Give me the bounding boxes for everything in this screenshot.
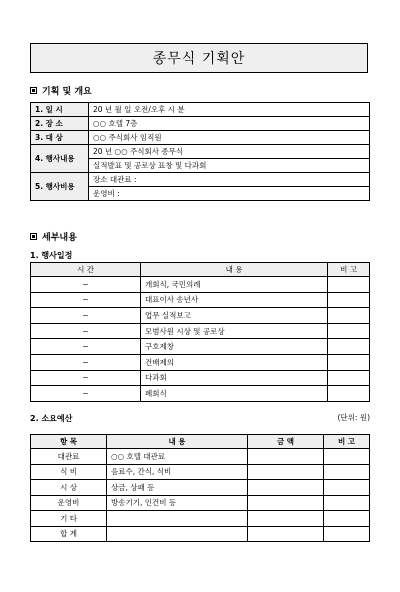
header-item: 항 목 bbox=[31, 435, 107, 449]
square-bullet-icon bbox=[30, 87, 37, 94]
schedule-content-cell: 폐회식 bbox=[141, 386, 328, 402]
table-row bbox=[31, 145, 370, 159]
budget-item-cell: 대관료 bbox=[31, 449, 107, 465]
budget-item-cell: 시 상 bbox=[31, 480, 107, 496]
header-amount: 금 액 bbox=[248, 435, 324, 449]
row-label-place: 2. 장 소 bbox=[31, 117, 89, 131]
budget-note-cell bbox=[324, 511, 370, 527]
budget-amount-cell bbox=[248, 464, 324, 480]
schedule-content-cell: 대표이사 송년사 bbox=[141, 292, 328, 308]
schedule-note-cell bbox=[328, 354, 370, 370]
budget-amount-cell bbox=[248, 480, 324, 496]
budget-amount-cell bbox=[248, 511, 324, 527]
schedule-time-cell: ~ bbox=[31, 323, 141, 339]
schedule-content-cell: 구호제창 bbox=[141, 339, 328, 355]
row-label-content: 4. 행사내용 bbox=[31, 145, 89, 173]
schedule-time-cell: ~ bbox=[31, 292, 141, 308]
schedule-note-cell bbox=[328, 292, 370, 308]
schedule-note-cell bbox=[328, 277, 370, 293]
table-row bbox=[31, 173, 370, 187]
schedule-time-cell: ~ bbox=[31, 370, 141, 386]
table-row bbox=[31, 117, 370, 131]
schedule-content-cell: 모범사원 시상 및 공로상 bbox=[141, 323, 328, 339]
header-content: 내 용 bbox=[107, 435, 248, 449]
overview-table bbox=[30, 102, 370, 201]
table-row bbox=[31, 292, 370, 308]
row-value-place: ○○ 호텔 7층 bbox=[89, 117, 370, 131]
schedule-note-cell bbox=[328, 386, 370, 402]
header-note: 비 고 bbox=[324, 435, 370, 449]
table-row bbox=[31, 464, 370, 480]
table-row bbox=[31, 339, 370, 355]
budget-note-cell bbox=[324, 449, 370, 465]
table-row bbox=[31, 103, 370, 117]
budget-amount-cell bbox=[248, 495, 324, 511]
budget-note-cell bbox=[324, 480, 370, 496]
schedule-time-cell: ~ bbox=[31, 339, 141, 355]
table-row bbox=[31, 354, 370, 370]
header-time: 시 간 bbox=[31, 263, 141, 277]
row-label-date: 1. 일 시 bbox=[31, 103, 89, 117]
schedule-note-cell bbox=[328, 370, 370, 386]
budget-note-cell bbox=[324, 526, 370, 542]
row-value-cost-2: 운영비 : bbox=[89, 187, 370, 201]
budget-content-cell: 상금, 상패 등 bbox=[107, 480, 248, 496]
budget-note-cell bbox=[324, 495, 370, 511]
schedule-note-cell bbox=[328, 339, 370, 355]
budget-content-cell bbox=[107, 511, 248, 527]
table-row bbox=[31, 480, 370, 496]
schedule-note-cell bbox=[328, 323, 370, 339]
budget-unit: (단위: 원) bbox=[337, 413, 370, 422]
row-label-target: 3. 대 상 bbox=[31, 131, 89, 145]
table-row bbox=[31, 370, 370, 386]
row-value-target: ○○ 주식회사 임직원 bbox=[89, 131, 370, 145]
table-row bbox=[31, 449, 370, 465]
table-row bbox=[31, 323, 370, 339]
section-heading-overview bbox=[30, 84, 92, 97]
row-value-content-2: 실적발표 및 공로상 표창 및 다과회 bbox=[89, 159, 370, 173]
schedule-title: 1. 행사일정 bbox=[30, 251, 73, 260]
schedule-content-cell: 다과회 bbox=[141, 370, 328, 386]
table-row bbox=[31, 386, 370, 402]
table-row bbox=[31, 526, 370, 542]
schedule-time-cell: ~ bbox=[31, 386, 141, 402]
table-row bbox=[31, 131, 370, 145]
table-row bbox=[31, 511, 370, 527]
schedule-note-cell bbox=[328, 308, 370, 324]
section-heading-details bbox=[30, 230, 77, 243]
header-content: 내 용 bbox=[141, 263, 328, 277]
budget-content-cell: 방송기기, 인건비 등 bbox=[107, 495, 248, 511]
row-value-date: 20 년 월 일 오전/오후 시 분 bbox=[89, 103, 370, 117]
schedule-time-cell: ~ bbox=[31, 277, 141, 293]
document-title-text: 종무식 기획안 bbox=[152, 51, 246, 67]
budget-content-cell: 음료수, 간식, 식비 bbox=[107, 464, 248, 480]
document-title bbox=[30, 43, 368, 73]
budget-item-cell: 기 타 bbox=[31, 511, 107, 527]
schedule-content-cell: 건배제의 bbox=[141, 354, 328, 370]
table-row bbox=[31, 277, 370, 293]
schedule-table bbox=[30, 262, 370, 402]
budget-item-cell: 식 비 bbox=[31, 464, 107, 480]
header-note: 비 고 bbox=[328, 263, 370, 277]
budget-table bbox=[30, 434, 370, 542]
table-header-row bbox=[31, 435, 370, 449]
schedule-content-cell: 개회식, 국민의례 bbox=[141, 277, 328, 293]
square-bullet-icon bbox=[30, 233, 37, 240]
section-heading-text: 세부내용 bbox=[42, 233, 77, 243]
table-row bbox=[31, 495, 370, 511]
budget-amount-cell bbox=[248, 526, 324, 542]
table-row bbox=[31, 308, 370, 324]
schedule-time-cell: ~ bbox=[31, 354, 141, 370]
schedule-time-cell: ~ bbox=[31, 308, 141, 324]
budget-item-cell: 운영비 bbox=[31, 495, 107, 511]
schedule-content-cell: 업무 실적보고 bbox=[141, 308, 328, 324]
budget-content-cell bbox=[107, 526, 248, 542]
row-value-cost-1: 장소 대관료 : bbox=[89, 173, 370, 187]
budget-title: 2. 소요예산 bbox=[30, 414, 73, 423]
budget-amount-cell bbox=[248, 449, 324, 465]
row-label-cost: 5. 행사비용 bbox=[31, 173, 89, 201]
row-value-content-1: 20 년 ○○ 주식회사 종무식 bbox=[89, 145, 370, 159]
section-heading-text: 기획 및 개요 bbox=[42, 87, 92, 97]
budget-content-cell: ○○ 호텔 대관료 bbox=[107, 449, 248, 465]
table-header-row bbox=[31, 263, 370, 277]
budget-note-cell bbox=[324, 464, 370, 480]
budget-item-cell: 합 계 bbox=[31, 526, 107, 542]
